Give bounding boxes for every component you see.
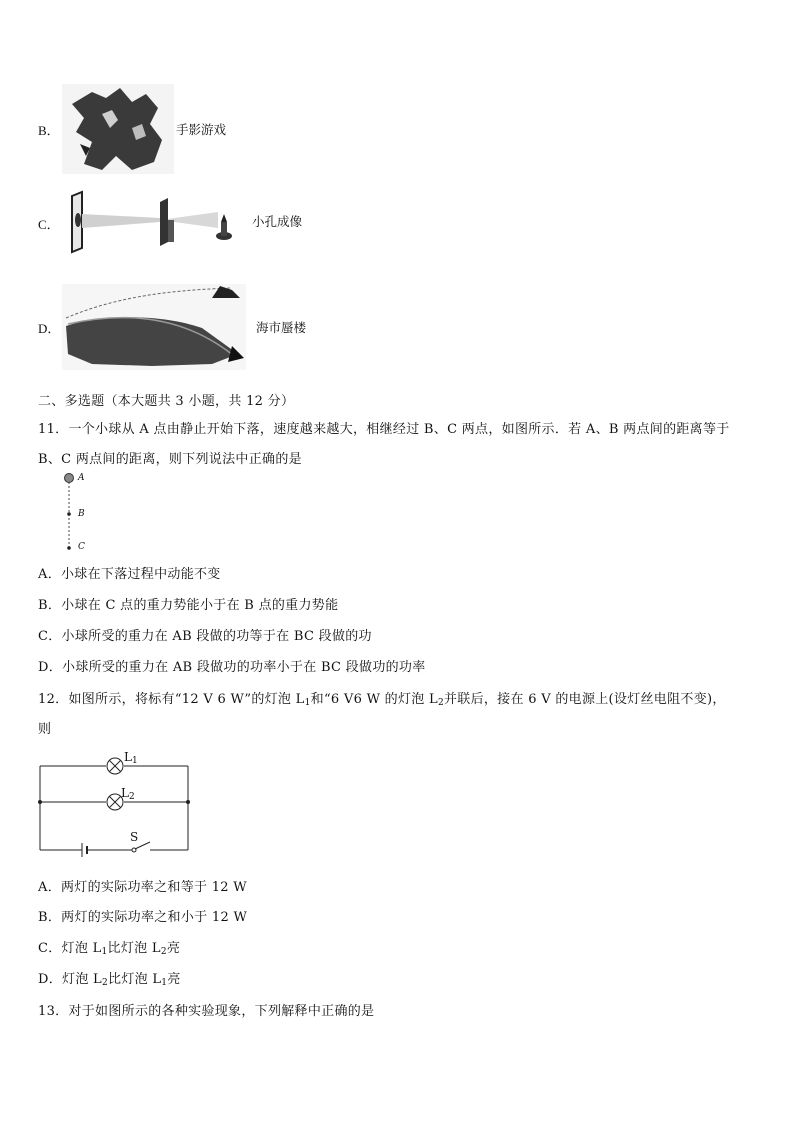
lamp-l2-label: $L_2$ bbox=[121, 786, 135, 802]
point-c-label: C bbox=[78, 542, 85, 552]
option-b-letter: B． bbox=[38, 123, 60, 138]
pinhole-camera-image bbox=[68, 190, 238, 252]
q12-line1: 12．如图所示，将标有“12 V 6 W”的灯泡 $L_1$和“6 V6 W 的灯泡 $L_2$并联后，接在 6 V 的电源上(设灯丝电阻不变)， bbox=[38, 692, 726, 708]
option-b-caption: 手影游戏 bbox=[176, 122, 227, 137]
hand-shadow-image bbox=[62, 84, 174, 174]
option-d-caption: 海市蜃楼 bbox=[256, 320, 307, 335]
switch-label: S bbox=[130, 830, 139, 844]
q11-option-c: C．小球所受的重力在 AB 段做的功等于在 BC 段做的功 bbox=[38, 629, 372, 644]
q11-option-b: B．小球在 C 点的重力势能小于在 B 点的重力势能 bbox=[38, 598, 339, 613]
point-a-label: A bbox=[78, 473, 85, 483]
q11-line2: B、C 两点间的距离，则下列说法中正确的是 bbox=[38, 452, 302, 467]
q12-option-b: B．两灯的实际功率之和小于 12 W bbox=[38, 910, 248, 925]
q12-option-d: D．灯泡 $L_2$比灯泡 $L_1$亮 bbox=[38, 972, 181, 988]
q11-option-a: A．小球在下落过程中动能不变 bbox=[38, 567, 221, 582]
option-d-letter: D． bbox=[38, 321, 61, 336]
q11-line1: 11．一个小球从 A 点由静止开始下落，速度越来越大，相继经过 B、C 两点，如图所示．若 A、B 两点间的距离等于 bbox=[38, 422, 730, 437]
parallel-circuit-diagram bbox=[36, 750, 196, 860]
option-c-letter: C． bbox=[38, 217, 60, 232]
q12-option-a: A．两灯的实际功率之和等于 12 W bbox=[38, 880, 247, 895]
lamp-l1-label: $L_1$ bbox=[124, 750, 138, 766]
q12-option-c: C．灯泡 $L_1$比灯泡 $L_2$亮 bbox=[38, 941, 181, 957]
q12-line2: 则 bbox=[38, 722, 52, 737]
section-title: 二、多选题（本大题共 3 小题，共 12 分） bbox=[38, 394, 295, 409]
mirage-image bbox=[62, 284, 246, 370]
q13-line1: 13．对于如图所示的各种实验现象，下列解释中正确的是 bbox=[38, 1004, 375, 1019]
q11-option-d: D．小球所受的重力在 AB 段做功的功率小于在 BC 段做功的功率 bbox=[38, 660, 426, 675]
option-c-caption: 小孔成像 bbox=[252, 214, 303, 229]
point-b-label: B bbox=[78, 509, 85, 519]
